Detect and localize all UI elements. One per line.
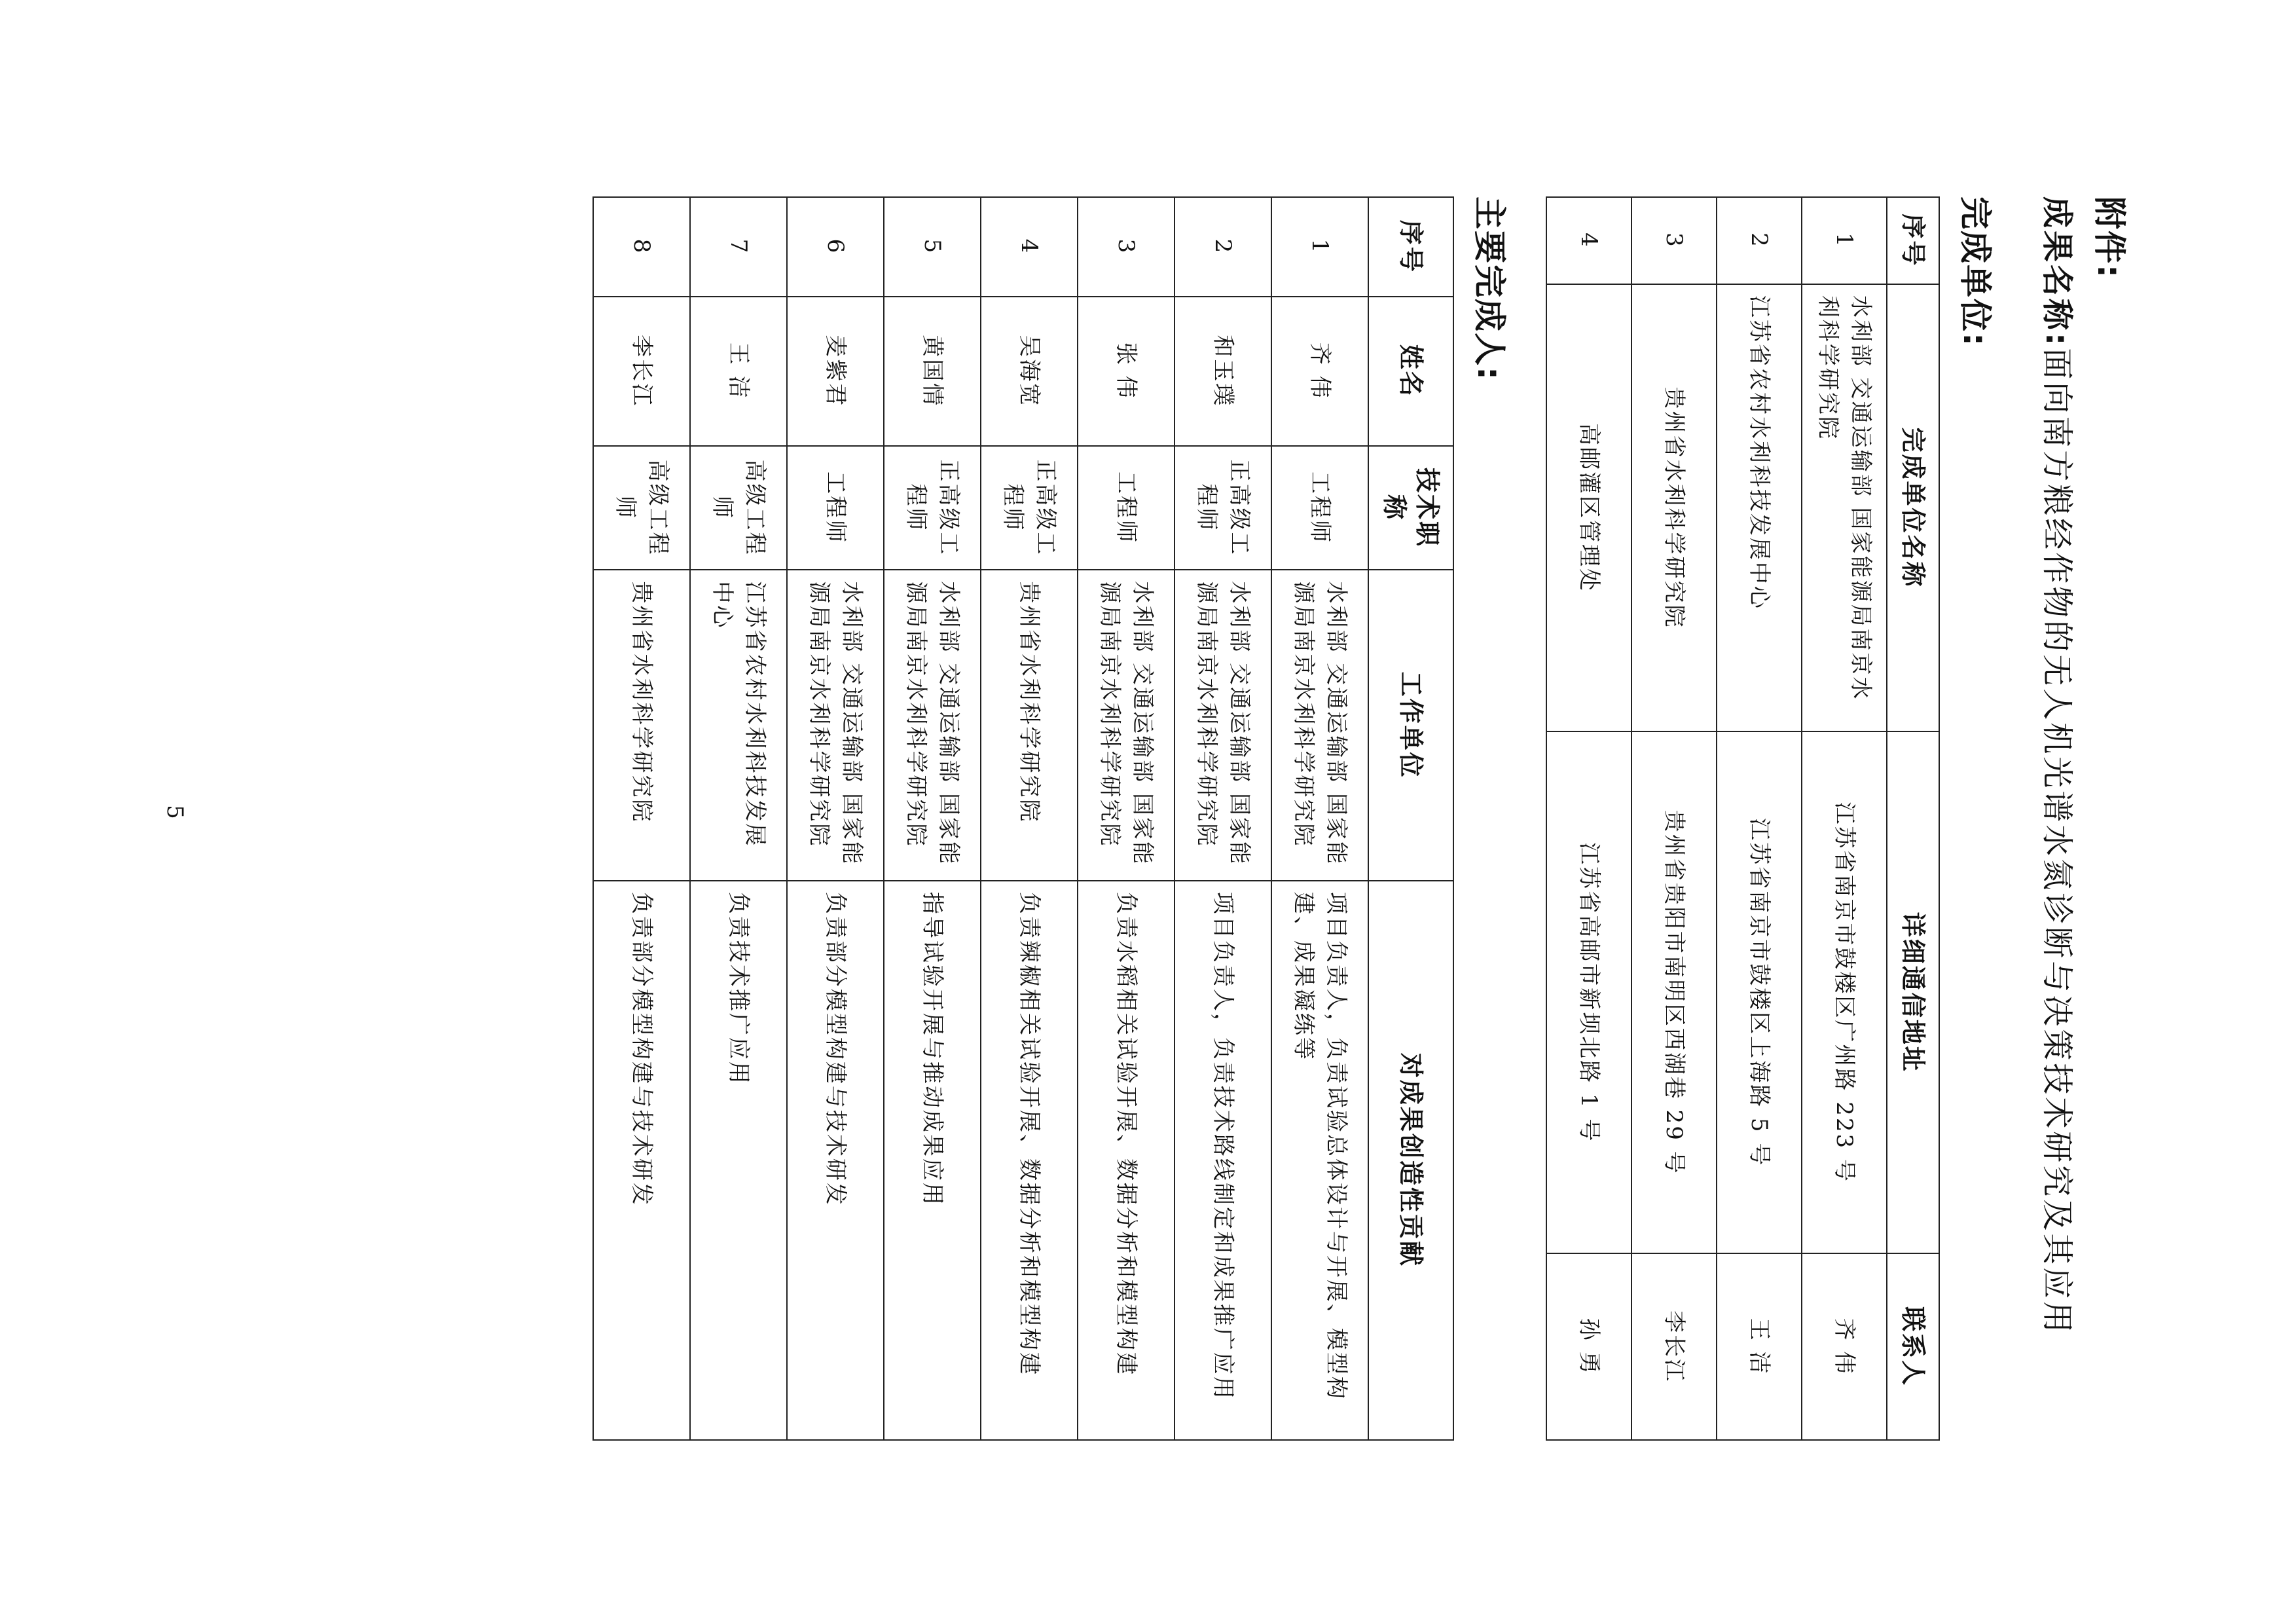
units-header-row (1887, 197, 1939, 1440)
person-no: 5 (884, 197, 981, 297)
person-contribution: 项目负责人，负责技术路线制定和成果推广应用 (1175, 881, 1271, 1440)
unit-address: 江苏省南京市鼓楼区广州路 223 号 (1802, 731, 1887, 1253)
units-col-address: 详细通信地址 (1887, 731, 1939, 1253)
person-title: 正高级工程师 (884, 446, 981, 570)
person-contribution: 指导试验开展与推动成果应用 (884, 881, 981, 1440)
table-row (1717, 197, 1802, 1440)
unit-no: 2 (1717, 197, 1802, 284)
person-contribution: 负责部分模型构建与技术研发 (593, 881, 690, 1440)
unit-name: 江苏省农村水利科技发展中心 (1717, 284, 1802, 731)
unit-contact: 王 洁 (1717, 1253, 1802, 1440)
table-row (1271, 197, 1368, 1440)
achievement-label: 成果名称: (2039, 196, 2075, 348)
table-row (884, 197, 981, 1440)
unit-no: 3 (1631, 197, 1717, 284)
units-col-no: 序号 (1887, 197, 1939, 284)
attachment-label: 附件: (2090, 196, 2128, 279)
person-no: 4 (981, 197, 1078, 297)
page-content (592, 196, 2132, 1441)
unit-name: 水利部 交通运输部 国家能源局南京水利科学研究院 (1802, 284, 1887, 731)
person-org: 江苏省农村水利科技发展中心 (690, 570, 787, 881)
person-org: 水利部 交通运输部 国家能源局南京水利科学研究院 (1078, 570, 1175, 881)
unit-contact: 孙 勇 (1546, 1253, 1631, 1440)
table-row (593, 197, 690, 1440)
unit-name: 高邮灌区管理处 (1546, 284, 1631, 731)
units-heading: 完成单位: (1956, 196, 1994, 347)
person-title: 正高级工程师 (1175, 446, 1271, 570)
table-row (787, 197, 884, 1440)
person-name: 李长江 (593, 297, 690, 446)
person-contribution: 负责水稻相关试验开展、数据分析和模型构建 (1078, 881, 1175, 1440)
persons-col-name: 姓名 (1368, 297, 1453, 446)
person-contribution: 负责辣椒相关试验开展、数据分析和模型构建 (981, 881, 1078, 1440)
table-row (690, 197, 787, 1440)
units-col-name: 完成单位名称 (1887, 284, 1939, 731)
person-title: 工程师 (787, 446, 884, 570)
table-row (1802, 197, 1887, 1440)
unit-contact: 齐 伟 (1802, 1253, 1887, 1440)
person-no: 7 (690, 197, 787, 297)
persons-col-no: 序号 (1368, 197, 1453, 297)
person-title: 高级工程师 (690, 446, 787, 570)
table-row (1631, 197, 1717, 1440)
person-title: 正高级工程师 (981, 446, 1078, 570)
table-row (1078, 197, 1175, 1440)
person-name: 麦紫君 (787, 297, 884, 446)
table-row (1175, 197, 1271, 1440)
person-no: 3 (1078, 197, 1175, 297)
person-name: 齐 伟 (1271, 297, 1368, 446)
person-contribution: 项目负责人，负责试验总体设计与开展、模型构建、成果凝练等 (1271, 881, 1368, 1440)
persons-header-row (1368, 197, 1453, 1440)
table-row (981, 197, 1078, 1440)
persons-col-org: 工作单位 (1368, 570, 1453, 881)
units-table (1546, 196, 1940, 1441)
person-name: 黄国情 (884, 297, 981, 446)
person-org: 水利部 交通运输部 国家能源局南京水利科学研究院 (884, 570, 981, 881)
person-title: 工程师 (1271, 446, 1368, 570)
person-contribution: 负责技术推广应用 (690, 881, 787, 1440)
person-org: 水利部 交通运输部 国家能源局南京水利科学研究院 (1175, 570, 1271, 881)
achievement-title (2032, 196, 2083, 1441)
person-org: 水利部 交通运输部 国家能源局南京水利科学研究院 (787, 570, 884, 881)
persons-table (592, 196, 1454, 1441)
person-name: 张 伟 (1078, 297, 1175, 446)
person-no: 8 (593, 197, 690, 297)
unit-address: 贵州省贵阳市南明区西湖巷 29 号 (1631, 731, 1717, 1253)
person-title: 工程师 (1078, 446, 1175, 570)
unit-name: 贵州省水利科学研究院 (1631, 284, 1717, 731)
page-number: 5 (162, 805, 188, 819)
table-row (1546, 197, 1631, 1440)
person-no: 2 (1175, 197, 1271, 297)
person-org: 贵州省水利科学研究院 (981, 570, 1078, 881)
unit-no: 4 (1546, 197, 1631, 284)
person-name: 王 洁 (690, 297, 787, 446)
person-name: 吴海宽 (981, 297, 1078, 446)
achievement-name: 面向南方粮经作物的无人机光谱水氮诊断与决策技术研究及其应用 (2039, 348, 2075, 1336)
persons-heading: 主要完成人: (1470, 196, 1508, 381)
persons-col-title: 技术职称 (1368, 446, 1453, 570)
person-name: 和玉璞 (1175, 297, 1271, 446)
person-contribution: 负责部分模型构建与技术研发 (787, 881, 884, 1440)
person-title: 高级工程师 (593, 446, 690, 570)
person-org: 贵州省水利科学研究院 (593, 570, 690, 881)
unit-address: 江苏省高邮市新坝北路 1 号 (1546, 731, 1631, 1253)
person-no: 6 (787, 197, 884, 297)
unit-contact: 李长江 (1631, 1253, 1717, 1440)
unit-address: 江苏省南京市鼓楼区上海路 5 号 (1717, 731, 1802, 1253)
unit-no: 1 (1802, 197, 1887, 284)
persons-col-contribution: 对成果创造性贡献 (1368, 881, 1453, 1440)
person-org: 水利部 交通运输部 国家能源局南京水利科学研究院 (1271, 570, 1368, 881)
units-col-contact: 联系人 (1887, 1253, 1939, 1440)
person-no: 1 (1271, 197, 1368, 297)
